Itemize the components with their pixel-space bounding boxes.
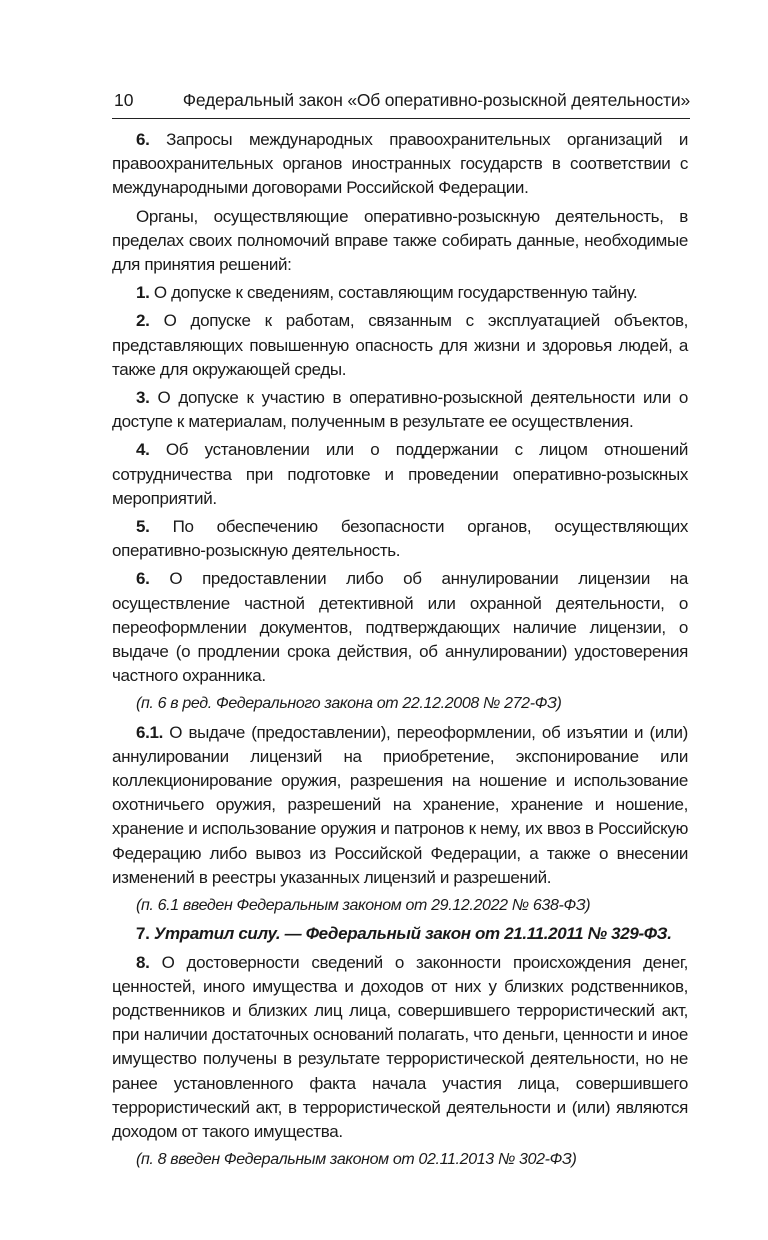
item-number: 5. <box>136 517 150 537</box>
running-header <box>112 88 690 119</box>
amendment-note: (п. 8 введен Федеральным законом от 02.11.2013 № 302-ФЗ) <box>136 1151 577 1169</box>
item-number: 3. <box>136 388 150 408</box>
item-number: 7. <box>136 924 150 944</box>
item-number: 8. <box>136 952 150 972</box>
page-number: 10 <box>114 90 134 110</box>
running-title: Федеральный закон «Об оперативно-розыскной деятельности» <box>182 90 690 110</box>
paragraph: 1. О допуске к сведениям, составляющим государственную тайну. <box>136 283 638 303</box>
paragraph: 8. О достоверности сведений о законности происхождения денег, ценностей, иного имущества и доходов от них у близких родственников, родственников и близких лиц лица, совершившего террористический акт, при наличии достаточных оснований полагать, что деньги, ценности и иное имущество получены в результате террористической деятельности, но не ранее установленного факта начала участия лица, совершившего террористический акт, в террористической деятельности и (или) являются доходом от такого имущества. <box>112 952 688 1141</box>
item-number: 6. <box>136 130 150 149</box>
item-number: 2. <box>136 311 150 331</box>
item-number: 6.1. <box>136 722 163 742</box>
item-number: 1. <box>136 283 150 303</box>
paragraph: 4. Об установлении или о поддержании с лицом отношений сотрудничества при подготовке и проведении оперативно-розыскных мероприятий. <box>112 440 688 508</box>
paragraph: Органы, осуществляющие оперативно-розыскную деятельность, в пределах своих полномочий вправе также собирать данные, необходимые для принятия решений: <box>112 206 688 275</box>
amendment-note: (п. 6 в ред. Федерального закона от 22.12.2008 № 272-ФЗ) <box>136 695 562 713</box>
paragraph: 3. О допуске к участию в оперативно-розыскной деятельности или о доступе к материалам, полученным в результате ее осуществления. <box>112 388 688 432</box>
item-number: 4. <box>136 440 150 460</box>
amendment-note: (п. 6.1 введен Федеральным законом от 29.12.2022 № 638-ФЗ) <box>136 897 591 915</box>
paragraph: 2. О допуске к работам, связанным с эксплуатацией объектов, представляющих повышенную опасность для жизни и здоровья людей, а также для окружающей среды. <box>112 311 688 379</box>
body-text <box>112 128 688 1172</box>
paragraph: 5. По обеспечению безопасности органов, осуществляющих оперативно-розыскную деятельность. <box>112 517 688 561</box>
item-number: 6. <box>136 569 150 589</box>
paragraph: 6. Запросы международных правоохранительных организаций и правоохранительных органов иностранных государств в соответствии с международными договорами Российской Федерации. <box>112 130 688 198</box>
paragraph: 6.1. О выдаче (предоставлении), переоформлении, об изъятии и (или) аннулировании лицензий на приобретение, экспонирование или коллекционирование оружия, разрешения на ношение и использование охотничьего оружия, разрешений на хранение, хранение и ношение, хранение и использование оружия и патронов к нему, их ввоз в Российскую Федерацию либо вывоз из Российской Федерации, а также о внесении изменений в реестры указанных лицензий и разрешений. <box>112 722 688 887</box>
paragraph: 6. О предоставлении либо об аннулировании лицензии на осуществление частной детективной или охранной деятельности, о переоформлении документов, подтверждающих наличие лицензии, о выдаче (о продлении срока действия, об аннулировании) удостоверения частного охранника. <box>112 569 688 686</box>
paragraph-repealed: 7. Утратил силу. — Федеральный закон от 21.11.2011 № 329-ФЗ. <box>136 924 672 944</box>
